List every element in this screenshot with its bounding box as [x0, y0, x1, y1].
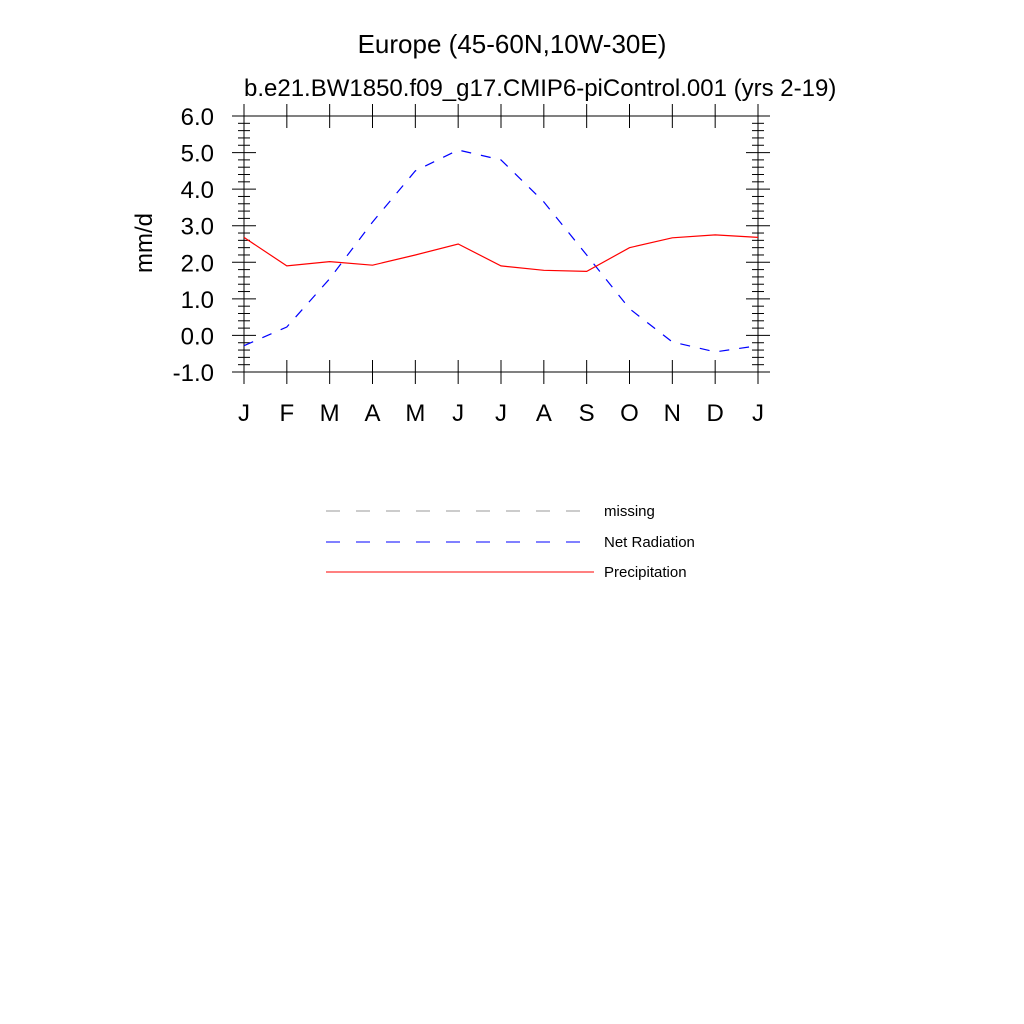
legend-label: Precipitation: [604, 564, 687, 581]
legend-label: missing: [604, 503, 655, 520]
x-tick-label: N: [663, 400, 682, 427]
x-tick-label: J: [238, 400, 250, 427]
y-tick-label: 1.0: [180, 286, 214, 314]
x-tick-label: A: [535, 400, 552, 427]
plot-frame: [244, 116, 758, 372]
y-tick-label: 5.0: [180, 140, 214, 168]
y-tick-label: 0.0: [180, 323, 214, 351]
y-tick-label: -1.0: [172, 360, 214, 387]
y-tick-label: 4.0: [180, 177, 214, 205]
x-tick-label: F: [279, 400, 295, 427]
series-line-precipitation: [244, 235, 758, 272]
y-tick-label: 6.0: [180, 104, 214, 131]
x-tick-label: O: [620, 400, 639, 427]
y-axis-label: mm/d: [131, 213, 158, 273]
series-line-net-radiation: [244, 150, 758, 352]
legend-label: Net Radiation: [604, 534, 695, 551]
x-tick-label: J: [752, 400, 764, 427]
x-tick-label: M: [405, 400, 426, 427]
x-tick-label: M: [319, 400, 340, 427]
x-tick-label: J: [452, 400, 465, 427]
legend: [326, 503, 695, 581]
y-tick-label: 2.0: [180, 250, 214, 278]
chart-title: Europe (45-60N,10W-30E): [357, 29, 667, 59]
x-tick-label: D: [706, 400, 724, 427]
plot-area: [173, 104, 770, 427]
x-tick-label: A: [364, 400, 381, 427]
x-tick-label: S: [578, 400, 595, 427]
chart-subtitle: b.e21.BW1850.f09_g17.CMIP6-piControl.001 (yrs 2-19): [244, 75, 837, 102]
y-tick-label: 3.0: [180, 213, 214, 241]
x-tick-label: J: [495, 400, 507, 427]
